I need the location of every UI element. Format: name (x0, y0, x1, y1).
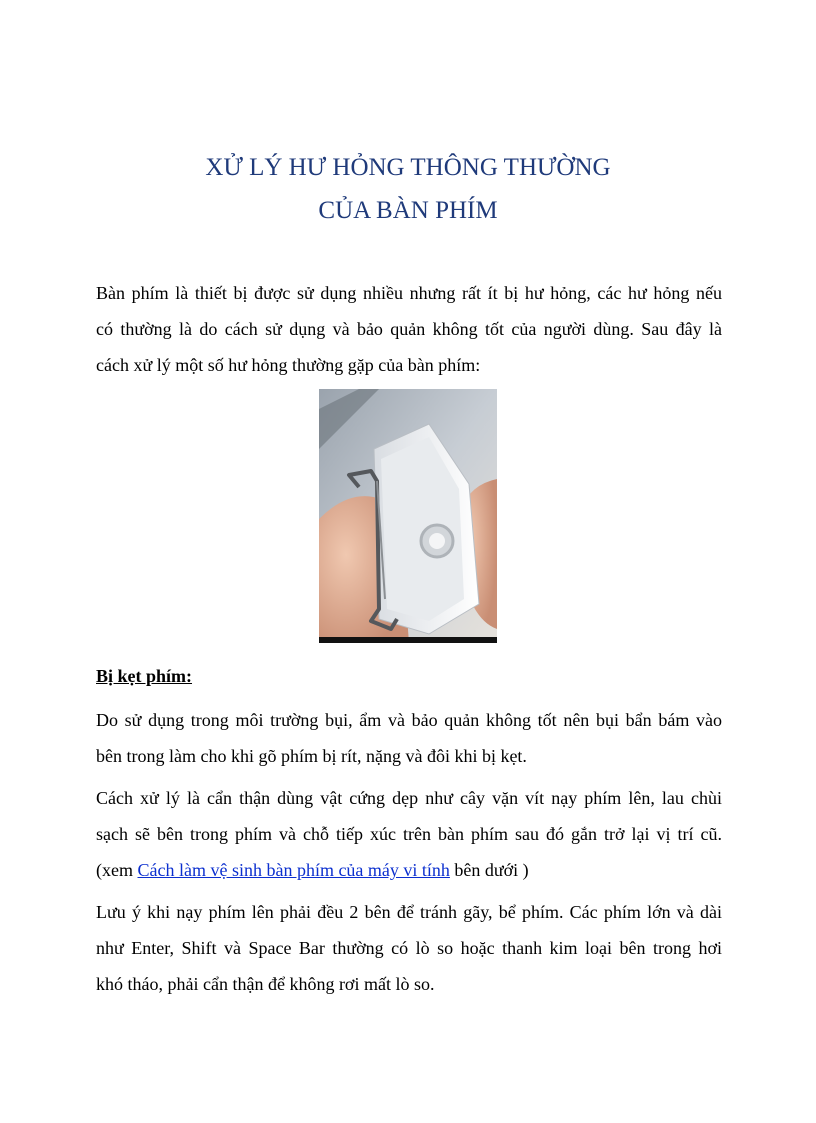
paragraph-note (96, 894, 722, 1002)
intro-line: Bàn phím là thiết bị được sử dụng nhiều nhưng rất ít bị hư hỏng, các hư hỏng nếu (96, 283, 722, 303)
link-suffix: bên dưới ) (449, 860, 529, 880)
paragraph-line: như Enter, Shift và Space Bar thường có lò so hoặc thanh kim loại bên trong hơi (96, 938, 722, 958)
paragraph-cause (96, 702, 722, 774)
paragraph-line: khó tháo, phải cẩn thận để không rơi mất lò so. (96, 974, 435, 994)
paragraph-line: Lưu ý khi nạy phím lên phải đều 2 bên để tránh gãy, bể phím. Các phím lớn và dài (96, 902, 722, 922)
link-prefix: (xem (96, 860, 138, 880)
paragraph-line: Cách xử lý là cẩn thận dùng vật cứng dẹp như cây vặn vít nạy phím lên, lau chùi (96, 788, 722, 808)
paragraph-line-with-link (96, 852, 722, 888)
intro-line: có thường là do cách sử dụng và bảo quản không tốt của người dùng. Sau đây là (96, 319, 722, 339)
keycap-photo-icon (319, 389, 497, 643)
page-title-line-1: XỬ LÝ HƯ HỎNG THÔNG THƯỜNG (205, 154, 611, 181)
intro-paragraph (96, 275, 722, 383)
section-heading-stuck-keys: Bị kẹt phím: (96, 666, 193, 686)
cleaning-guide-link[interactable]: Cách làm vệ sinh bàn phím của máy vi tính (137, 860, 450, 880)
page-title-line-2: CỦA BÀN PHÍM (318, 197, 498, 224)
paragraph-line: sạch sẽ bên trong phím và chỗ tiếp xúc trên bàn phím sau đó gắn trở lại vị trí cũ. (96, 824, 722, 844)
paragraph-line: Do sử dụng trong môi trường bụi, ẩm và bảo quản không tốt nên bụi bẩn bám vào (96, 710, 722, 730)
paragraph-fix (96, 780, 722, 888)
intro-line: cách xử lý một số hư hỏng thường gặp của bàn phím: (96, 355, 481, 375)
paragraph-line: bên trong làm cho khi gõ phím bị rít, nặng và đôi khi bị kẹt. (96, 746, 527, 766)
